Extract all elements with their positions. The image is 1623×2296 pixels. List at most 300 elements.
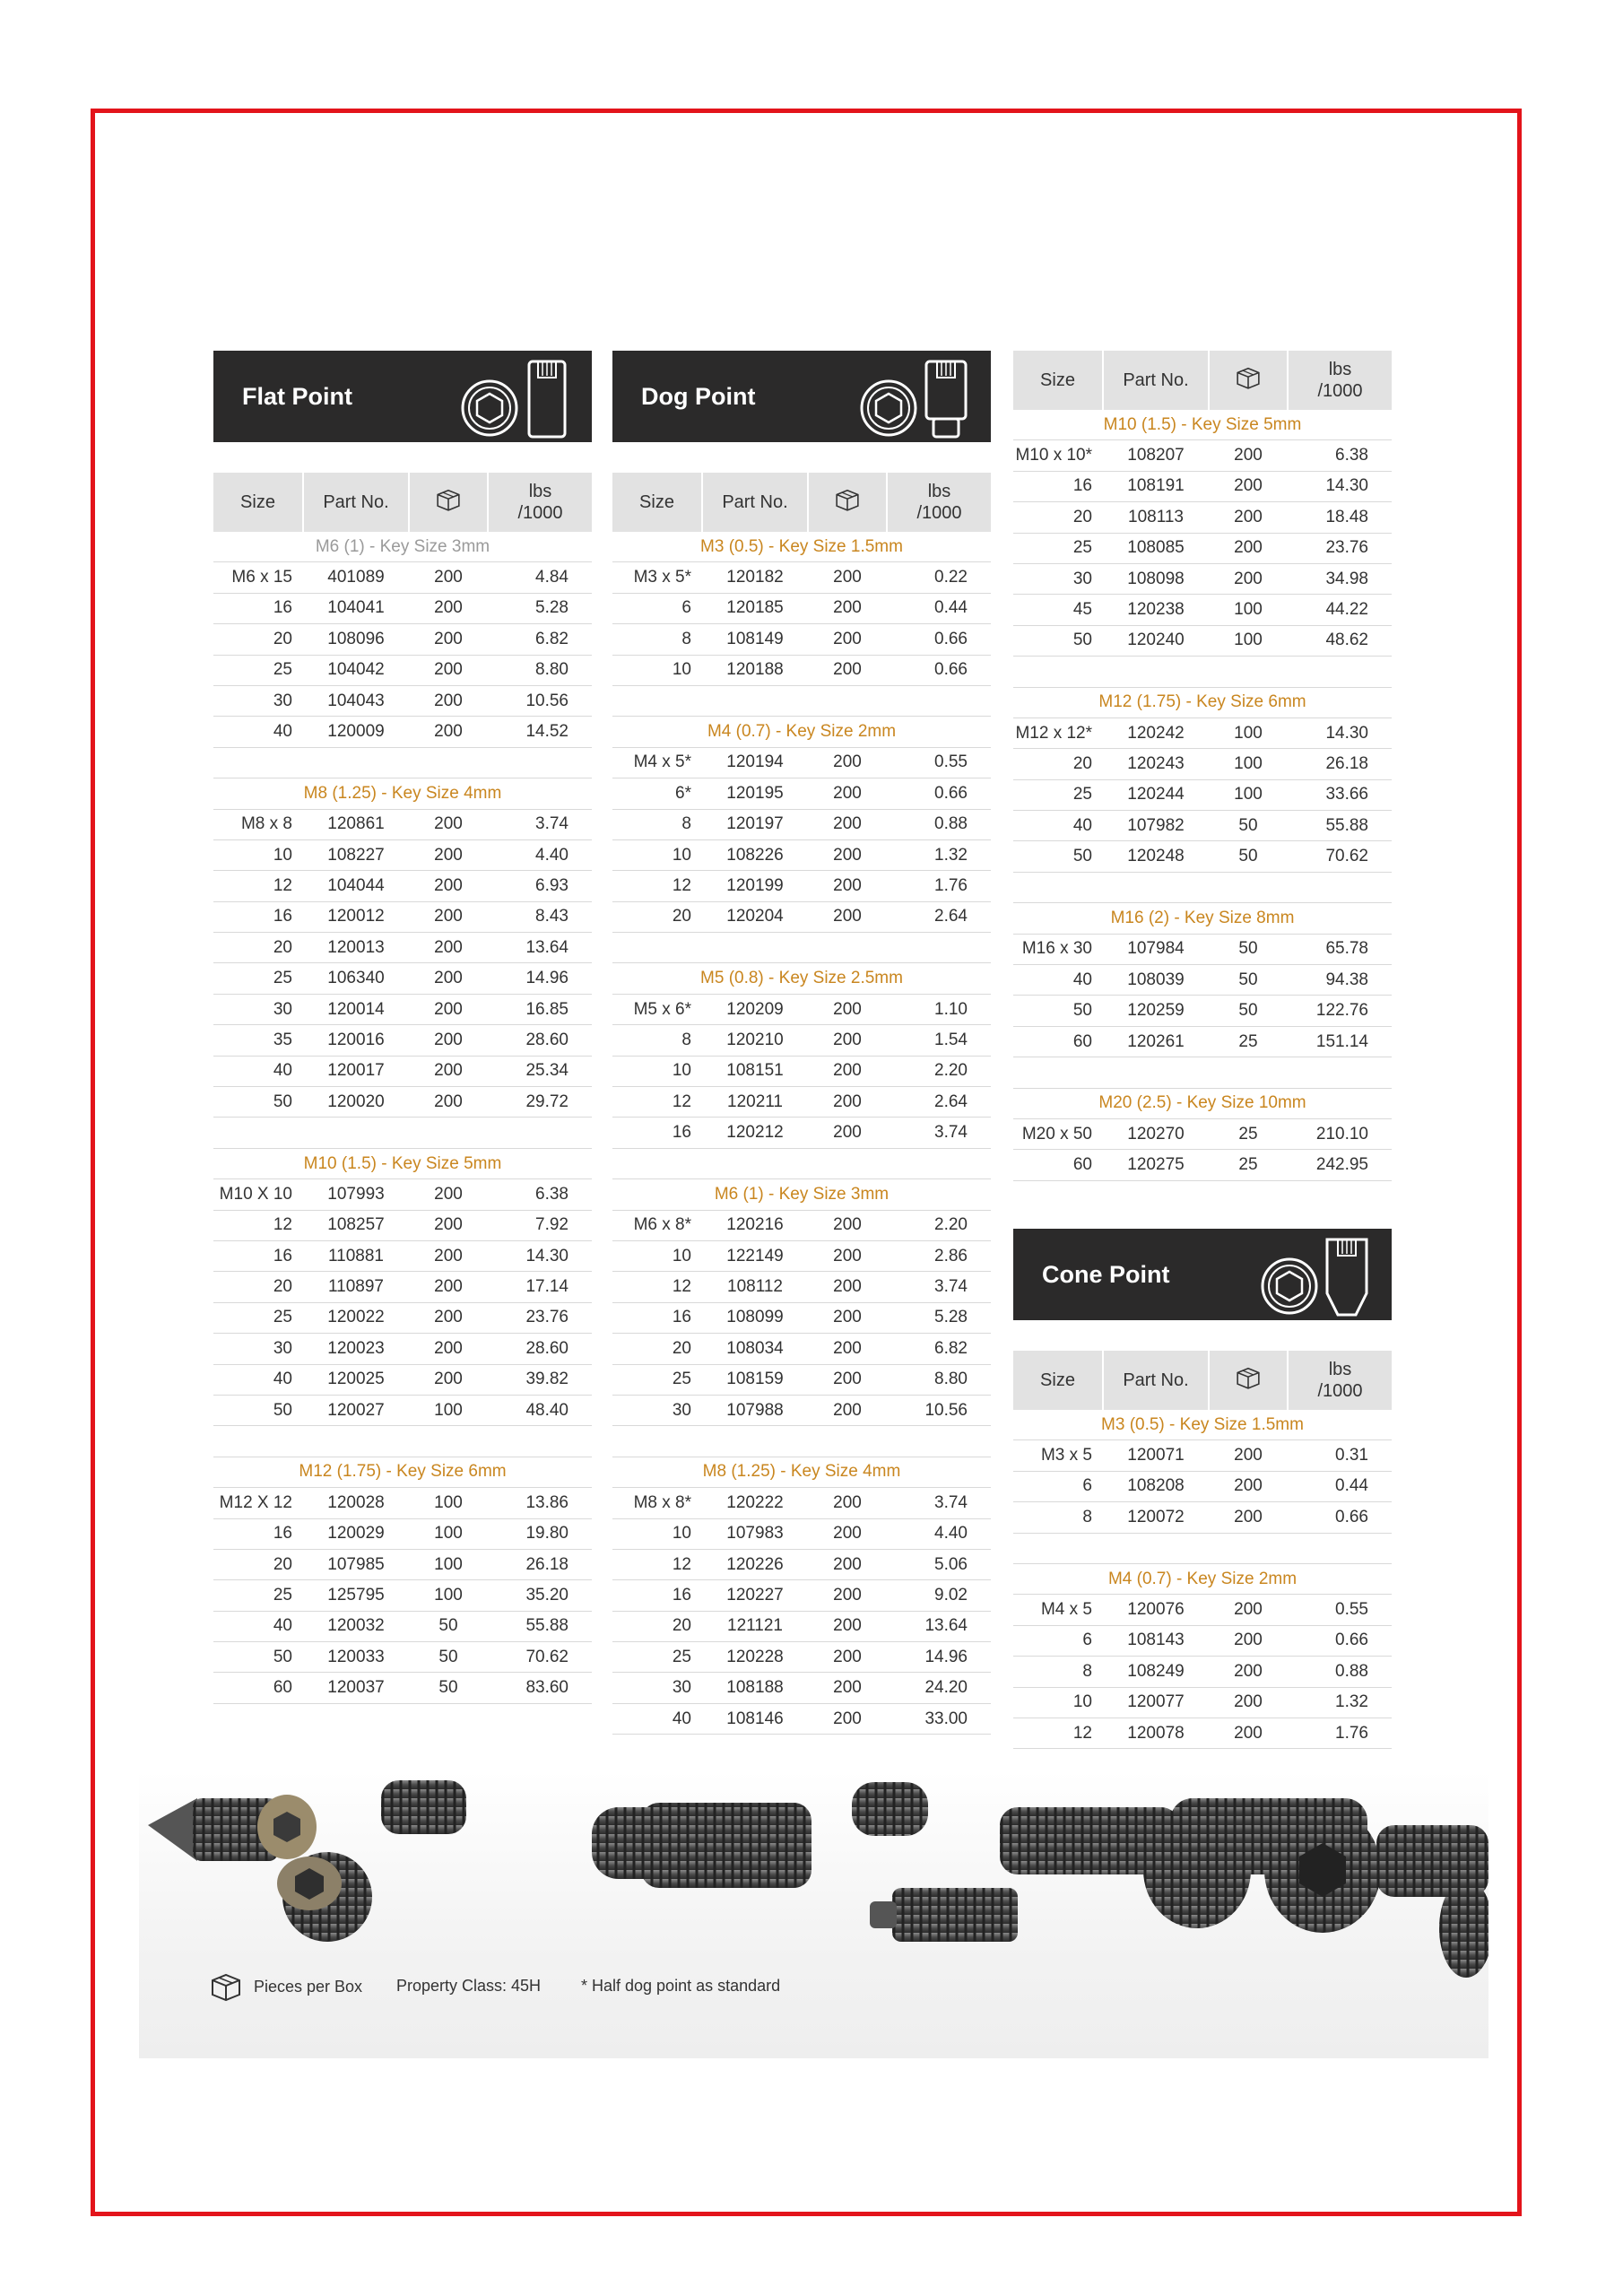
part-number-cell: 401089 — [303, 562, 409, 593]
part-number-cell: 120016 — [303, 1025, 409, 1056]
part-number-cell: 120228 — [702, 1642, 808, 1673]
size-cell: 50 — [213, 1087, 303, 1118]
pieces-per-box-cell: 200 — [808, 747, 887, 778]
size-cell: 25 — [213, 655, 303, 685]
table-row — [612, 1549, 991, 1579]
group-header-row — [1013, 1410, 1392, 1440]
pieces-per-box-cell: 200 — [1209, 502, 1288, 533]
dog-point-screw-icon — [855, 358, 971, 440]
table-row — [1013, 471, 1392, 501]
weight-cell: 5.28 — [887, 1302, 991, 1333]
col-header-weight — [1288, 351, 1392, 410]
group-header-row — [213, 532, 592, 562]
part-number-cell: 120027 — [303, 1395, 409, 1425]
part-number-cell: 120072 — [1103, 1502, 1209, 1533]
size-cell: 6 — [1013, 1625, 1103, 1656]
table-row — [612, 1611, 991, 1641]
table-row — [213, 901, 592, 932]
size-cell: 12 — [612, 1549, 702, 1579]
legend-pieces-text: Pieces per Box — [254, 1977, 363, 1996]
per-1000-label: /1000 — [517, 503, 563, 523]
cone-point-header — [1013, 1229, 1392, 1320]
table-row — [213, 871, 592, 901]
weight-cell: 0.66 — [1288, 1625, 1392, 1656]
lbs-label: lbs — [927, 482, 951, 501]
size-cell: 25 — [612, 1642, 702, 1673]
table-row — [612, 839, 991, 870]
box-icon — [1235, 365, 1262, 390]
col-header-size: Size — [1013, 1351, 1103, 1410]
part-number-cell: 108257 — [303, 1210, 409, 1240]
weight-cell: 6.38 — [488, 1179, 592, 1210]
group-label: M16 (2) - Key Size 8mm — [1013, 903, 1392, 934]
pieces-per-box-cell: 200 — [1209, 1657, 1288, 1687]
size-cell: 12 — [1013, 1718, 1103, 1748]
table-row — [612, 1025, 991, 1056]
weight-cell: 4.40 — [488, 839, 592, 870]
size-cell: 20 — [612, 1611, 702, 1641]
weight-cell: 1.10 — [887, 994, 991, 1024]
size-cell: M16 x 30 — [1013, 934, 1103, 964]
table-row — [213, 1025, 592, 1056]
col-header-size: Size — [1013, 351, 1103, 410]
part-number-cell: 104041 — [303, 593, 409, 623]
pieces-per-box-cell: 200 — [409, 685, 488, 716]
spacer-row — [612, 685, 991, 716]
pieces-per-box-cell: 200 — [409, 1210, 488, 1240]
part-number-cell: 120209 — [702, 994, 808, 1024]
size-cell: 40 — [213, 1611, 303, 1641]
col-header-pieces-per-box — [409, 473, 488, 532]
size-cell: 30 — [213, 994, 303, 1024]
table-row — [1013, 625, 1392, 656]
pieces-per-box-cell: 200 — [409, 871, 488, 901]
table-row — [612, 1240, 991, 1271]
part-number-cell: 108227 — [303, 839, 409, 870]
part-number-cell: 120210 — [702, 1025, 808, 1056]
weight-cell: 44.22 — [1288, 595, 1392, 625]
part-number-cell: 108034 — [702, 1334, 808, 1364]
size-cell: M12 X 12 — [213, 1488, 303, 1518]
size-cell: 16 — [213, 901, 303, 932]
col-header-part-no: Part No. — [702, 473, 808, 532]
weight-cell: 35.20 — [488, 1580, 592, 1611]
group-label: M8 (1.25) - Key Size 4mm — [612, 1457, 991, 1487]
pieces-per-box-cell: 200 — [409, 963, 488, 994]
part-number-cell: 104043 — [303, 685, 409, 716]
weight-cell: 55.88 — [488, 1611, 592, 1641]
cone-point-section — [1013, 1229, 1392, 1749]
size-cell: M10 X 10 — [213, 1179, 303, 1210]
table-row — [612, 901, 991, 932]
part-number-cell: 107984 — [1103, 934, 1209, 964]
part-number-cell: 120194 — [702, 747, 808, 778]
spacer-row — [612, 1426, 991, 1457]
weight-cell: 0.22 — [887, 562, 991, 593]
part-number-cell: 108085 — [1103, 533, 1209, 563]
part-number-cell: 120022 — [303, 1302, 409, 1333]
part-number-cell: 125795 — [303, 1580, 409, 1611]
size-cell: 16 — [213, 593, 303, 623]
size-cell: 8 — [1013, 1657, 1103, 1687]
table-row — [612, 1580, 991, 1611]
weight-cell: 8.80 — [887, 1364, 991, 1395]
table-row — [213, 655, 592, 685]
pieces-per-box-cell: 200 — [409, 1240, 488, 1271]
size-cell: 10 — [612, 1240, 702, 1271]
weight-cell: 24.20 — [887, 1673, 991, 1703]
spacer-row — [612, 933, 991, 963]
pieces-per-box-cell: 200 — [1209, 440, 1288, 471]
group-header-row — [1013, 410, 1392, 440]
table-row — [1013, 595, 1392, 625]
table-row — [612, 624, 991, 655]
weight-cell: 14.96 — [887, 1642, 991, 1673]
part-number-cell: 104042 — [303, 655, 409, 685]
weight-cell: 29.72 — [488, 1087, 592, 1118]
size-cell: M8 x 8* — [612, 1488, 702, 1518]
spacer-row — [1013, 1057, 1392, 1088]
pieces-per-box-cell: 50 — [1209, 996, 1288, 1026]
table-row — [213, 1364, 592, 1395]
legend-property-class: Property Class: 45H — [396, 1977, 542, 1995]
size-cell: 20 — [612, 901, 702, 932]
size-cell: 16 — [612, 1580, 702, 1611]
pieces-per-box-cell: 200 — [808, 1272, 887, 1302]
box-icon — [209, 1971, 243, 2002]
size-cell: 40 — [1013, 811, 1103, 841]
table-row — [612, 1642, 991, 1673]
group-label: M12 (1.75) - Key Size 6mm — [1013, 687, 1392, 718]
pieces-per-box-cell: 200 — [409, 1087, 488, 1118]
dog-point-table — [612, 473, 991, 1735]
pieces-per-box-cell: 200 — [409, 933, 488, 963]
weight-cell: 26.18 — [488, 1549, 592, 1579]
flat-point-screw-icon — [456, 358, 572, 440]
size-cell: 40 — [213, 1364, 303, 1395]
weight-cell: 14.96 — [488, 963, 592, 994]
size-cell: 16 — [612, 1118, 702, 1148]
size-cell: 16 — [213, 1240, 303, 1271]
part-number-cell: 108208 — [1103, 1471, 1209, 1501]
col-header-weight — [887, 473, 991, 532]
group-header-row — [1013, 687, 1392, 718]
part-number-cell: 120270 — [1103, 1118, 1209, 1149]
pieces-per-box-cell: 50 — [1209, 934, 1288, 964]
part-number-cell: 107985 — [303, 1549, 409, 1579]
group-label: M5 (0.8) - Key Size 2.5mm — [612, 963, 991, 994]
table-row — [1013, 1718, 1392, 1748]
spacer-row — [213, 747, 592, 778]
part-number-cell: 107993 — [303, 1179, 409, 1210]
table-row — [213, 809, 592, 839]
pieces-per-box-cell: 200 — [808, 655, 887, 685]
size-cell: M4 x 5 — [1013, 1595, 1103, 1625]
table-row — [612, 747, 991, 778]
pieces-per-box-cell: 200 — [1209, 1718, 1288, 1748]
pieces-per-box-cell: 200 — [808, 593, 887, 623]
legend-half-dog-note: * Half dog point as standard — [581, 1977, 781, 1995]
flat-point-section — [213, 351, 592, 1704]
weight-cell: 5.28 — [488, 593, 592, 623]
group-label: M12 (1.75) - Key Size 6mm — [213, 1457, 592, 1487]
weight-cell: 8.80 — [488, 655, 592, 685]
table-row — [1013, 934, 1392, 964]
per-1000-label: /1000 — [1317, 381, 1363, 401]
part-number-cell: 120033 — [303, 1642, 409, 1673]
part-number-cell: 120078 — [1103, 1718, 1209, 1748]
part-number-cell: 120195 — [702, 778, 808, 809]
size-cell: M20 x 50 — [1013, 1118, 1103, 1149]
weight-cell: 13.64 — [488, 933, 592, 963]
table-row — [1013, 1118, 1392, 1149]
table-row — [213, 685, 592, 716]
table-row — [1013, 533, 1392, 563]
pieces-per-box-cell: 100 — [409, 1549, 488, 1579]
size-cell: 20 — [612, 1334, 702, 1364]
size-cell: 25 — [612, 1364, 702, 1395]
part-number-cell: 120861 — [303, 809, 409, 839]
pieces-per-box-cell: 100 — [409, 1518, 488, 1549]
pieces-per-box-cell: 200 — [808, 1118, 887, 1148]
table-row — [612, 1210, 991, 1240]
pieces-per-box-cell: 200 — [1209, 1502, 1288, 1533]
group-header-row — [213, 1148, 592, 1178]
table-row — [612, 1087, 991, 1118]
part-number-cell: 108113 — [1103, 502, 1209, 533]
pieces-per-box-cell: 200 — [808, 839, 887, 870]
table-row — [1013, 1502, 1392, 1533]
part-number-cell: 120017 — [303, 1056, 409, 1086]
pieces-per-box-cell: 200 — [409, 994, 488, 1024]
group-header-row — [1013, 1088, 1392, 1118]
table-row — [612, 1488, 991, 1518]
part-number-cell: 120275 — [1103, 1150, 1209, 1180]
weight-cell: 3.74 — [887, 1272, 991, 1302]
weight-cell: 6.82 — [887, 1334, 991, 1364]
table-row — [213, 562, 592, 593]
weight-cell: 28.60 — [488, 1334, 592, 1364]
col-header-weight — [488, 473, 592, 532]
pieces-per-box-cell: 200 — [808, 1549, 887, 1579]
part-number-cell: 120182 — [702, 562, 808, 593]
size-cell: 12 — [213, 1210, 303, 1240]
part-number-cell: 108112 — [702, 1272, 808, 1302]
weight-cell: 23.76 — [488, 1302, 592, 1333]
table-row — [1013, 1150, 1392, 1180]
spacer-row — [612, 1148, 991, 1178]
table-row — [1013, 1026, 1392, 1057]
part-number-cell: 106340 — [303, 963, 409, 994]
pieces-per-box-cell: 200 — [409, 1334, 488, 1364]
weight-cell: 14.30 — [1288, 718, 1392, 748]
box-icon — [1235, 1365, 1262, 1390]
size-cell: M4 x 5* — [612, 747, 702, 778]
size-cell: M6 x 8* — [612, 1210, 702, 1240]
part-number-cell: 120188 — [702, 655, 808, 685]
size-cell: 20 — [213, 624, 303, 655]
weight-cell: 0.88 — [887, 809, 991, 839]
section-title: Dog Point — [641, 383, 756, 410]
size-cell: 25 — [1013, 533, 1103, 563]
part-number-cell: 120248 — [1103, 841, 1209, 872]
pieces-per-box-cell: 100 — [409, 1580, 488, 1611]
pieces-per-box-cell: 200 — [409, 1364, 488, 1395]
size-cell: 10 — [612, 1056, 702, 1086]
weight-cell: 0.88 — [1288, 1657, 1392, 1687]
pieces-per-box-cell: 100 — [1209, 718, 1288, 748]
table-row — [612, 1518, 991, 1549]
weight-cell: 13.86 — [488, 1488, 592, 1518]
table-row — [1013, 1595, 1392, 1625]
part-number-cell: 120212 — [702, 1118, 808, 1148]
pieces-per-box-cell: 200 — [808, 1642, 887, 1673]
weight-cell: 7.92 — [488, 1210, 592, 1240]
size-cell: 12 — [612, 1087, 702, 1118]
weight-cell: 33.00 — [887, 1703, 991, 1734]
size-cell: 10 — [612, 1518, 702, 1549]
part-number-cell: 120076 — [1103, 1595, 1209, 1625]
size-cell: 60 — [1013, 1026, 1103, 1057]
size-cell: 16 — [213, 1518, 303, 1549]
pieces-per-box-cell: 100 — [409, 1488, 488, 1518]
size-cell: 60 — [1013, 1150, 1103, 1180]
table-row — [213, 1087, 592, 1118]
size-cell: M8 x 8 — [213, 809, 303, 839]
table-row — [1013, 965, 1392, 996]
col-header-pieces-per-box — [1209, 351, 1288, 410]
pieces-per-box-cell: 200 — [1209, 471, 1288, 501]
table-row — [1013, 1471, 1392, 1501]
pieces-per-box-cell: 25 — [1209, 1150, 1288, 1180]
table-row — [213, 1549, 592, 1579]
weight-cell: 6.82 — [488, 624, 592, 655]
table-row — [612, 593, 991, 623]
part-number-cell: 107982 — [1103, 811, 1209, 841]
pieces-per-box-cell: 50 — [1209, 965, 1288, 996]
part-number-cell: 108099 — [702, 1302, 808, 1333]
pieces-per-box-cell: 200 — [409, 1272, 488, 1302]
size-cell: M3 x 5* — [612, 562, 702, 593]
size-cell: M6 x 15 — [213, 562, 303, 593]
table-row — [213, 1673, 592, 1703]
part-number-cell: 120204 — [702, 901, 808, 932]
table-row — [612, 1118, 991, 1148]
pieces-per-box-cell: 200 — [409, 624, 488, 655]
size-cell: 6* — [612, 778, 702, 809]
size-cell: 40 — [1013, 965, 1103, 996]
col-header-part-no: Part No. — [1103, 1351, 1209, 1410]
table-row — [213, 1518, 592, 1549]
group-label: M8 (1.25) - Key Size 4mm — [213, 778, 592, 809]
part-number-cell: 108249 — [1103, 1657, 1209, 1687]
part-number-cell: 104044 — [303, 871, 409, 901]
table-row — [612, 1056, 991, 1086]
col-header-pieces-per-box — [808, 473, 887, 532]
table-row — [1013, 841, 1392, 872]
table-row — [213, 717, 592, 747]
weight-cell: 122.76 — [1288, 996, 1392, 1026]
weight-cell: 3.74 — [887, 1118, 991, 1148]
weight-cell: 0.55 — [887, 747, 991, 778]
size-cell: M3 x 5 — [1013, 1440, 1103, 1471]
table-row — [213, 994, 592, 1024]
weight-cell: 48.62 — [1288, 625, 1392, 656]
part-number-cell: 120244 — [1103, 779, 1209, 810]
pieces-per-box-cell: 50 — [1209, 811, 1288, 841]
per-1000-label: /1000 — [1317, 1381, 1363, 1401]
col-header-pieces-per-box — [1209, 1351, 1288, 1410]
table-row — [1013, 563, 1392, 594]
pieces-per-box-cell: 200 — [409, 593, 488, 623]
part-number-cell: 108039 — [1103, 965, 1209, 996]
pieces-per-box-cell: 25 — [1209, 1118, 1288, 1149]
size-cell: 10 — [612, 655, 702, 685]
part-number-cell: 120071 — [1103, 1440, 1209, 1471]
weight-cell: 3.74 — [887, 1488, 991, 1518]
weight-cell: 2.64 — [887, 1087, 991, 1118]
pieces-per-box-cell: 200 — [1209, 533, 1288, 563]
size-cell: 30 — [1013, 563, 1103, 594]
weight-cell: 33.66 — [1288, 779, 1392, 810]
pieces-per-box-cell: 200 — [808, 1673, 887, 1703]
col-header-part-no: Part No. — [1103, 351, 1209, 410]
part-number-cell: 120014 — [303, 994, 409, 1024]
lbs-label: lbs — [1328, 1360, 1352, 1379]
part-number-cell: 108098 — [1103, 563, 1209, 594]
table-row — [1013, 779, 1392, 810]
pieces-per-box-cell: 200 — [808, 1240, 887, 1271]
weight-cell: 39.82 — [488, 1364, 592, 1395]
part-number-cell: 120259 — [1103, 996, 1209, 1026]
group-header-row — [612, 1457, 991, 1487]
table-row — [213, 593, 592, 623]
part-number-cell: 110881 — [303, 1240, 409, 1271]
table-row — [1013, 1657, 1392, 1687]
weight-cell: 19.80 — [488, 1518, 592, 1549]
table-row — [612, 871, 991, 901]
table-row — [612, 1703, 991, 1734]
pieces-per-box-cell: 50 — [1209, 841, 1288, 872]
pieces-per-box-cell: 200 — [1209, 1625, 1288, 1656]
weight-cell: 8.43 — [488, 901, 592, 932]
table-row — [612, 1302, 991, 1333]
group-label: M20 (2.5) - Key Size 10mm — [1013, 1088, 1392, 1118]
pieces-per-box-cell: 200 — [808, 1056, 887, 1086]
table-row — [213, 1179, 592, 1210]
cone-point-table — [1013, 1351, 1392, 1749]
pieces-per-box-cell: 200 — [808, 1395, 887, 1425]
size-cell: 25 — [213, 963, 303, 994]
group-label: M6 (1) - Key Size 3mm — [213, 532, 592, 562]
part-number-cell: 120238 — [1103, 595, 1209, 625]
part-number-cell: 108096 — [303, 624, 409, 655]
table-row — [612, 562, 991, 593]
part-number-cell: 108188 — [702, 1673, 808, 1703]
part-number-cell: 120261 — [1103, 1026, 1209, 1057]
table-row — [213, 1240, 592, 1271]
table-row — [612, 1364, 991, 1395]
size-cell: 50 — [1013, 996, 1103, 1026]
table-row — [1013, 502, 1392, 533]
weight-cell: 4.84 — [488, 562, 592, 593]
dog-point-continued-section — [1013, 351, 1392, 1181]
table-row — [213, 1210, 592, 1240]
per-1000-label: /1000 — [916, 503, 962, 523]
weight-cell: 2.20 — [887, 1210, 991, 1240]
table-row — [612, 809, 991, 839]
pieces-per-box-cell: 200 — [1209, 1687, 1288, 1718]
